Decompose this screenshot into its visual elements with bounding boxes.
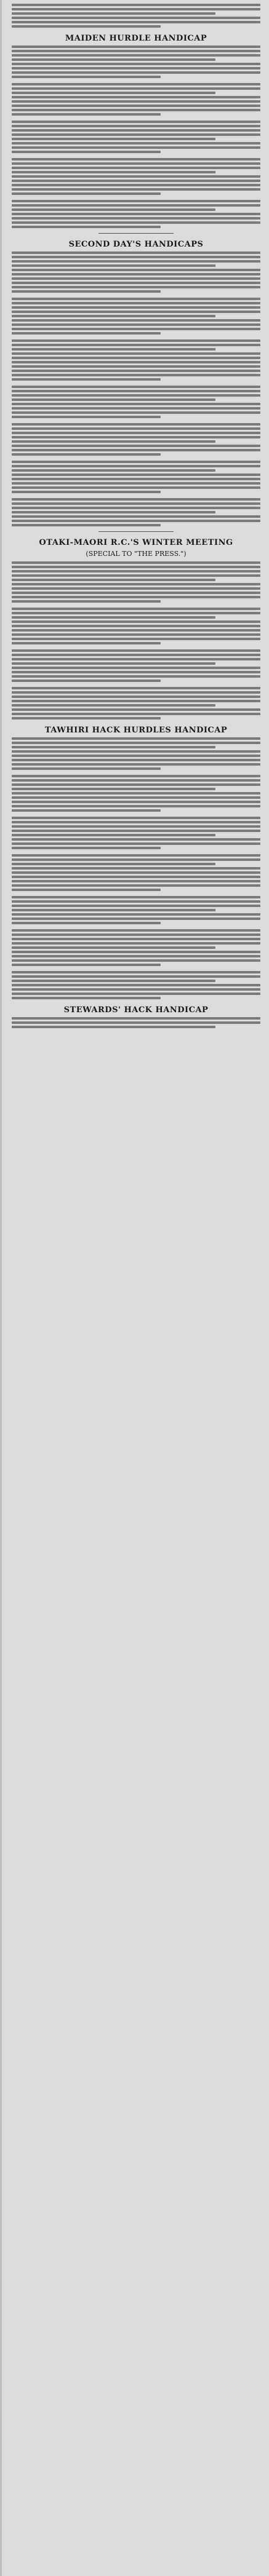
section-heading: OTAKI-MAORI R.C.'S WINTER MEETING: [39, 538, 233, 547]
section-heading: MAIDEN HURDLE HANDICAP: [65, 34, 207, 43]
results-block: [12, 608, 260, 644]
section-subheading: (SPECIAL TO "THE PRESS."): [86, 550, 187, 558]
results-block: [12, 561, 260, 603]
results-block: [12, 83, 260, 116]
section-heading: TAWHIRI HACK HURDLES HANDICAP: [44, 726, 228, 735]
results-block: [12, 423, 260, 456]
results-block: [12, 461, 260, 493]
results-block: [12, 252, 260, 293]
divider: [98, 233, 173, 234]
results-block: [12, 46, 260, 78]
results-block: [12, 386, 260, 418]
results-block: [12, 498, 260, 526]
results-block: [12, 817, 260, 849]
results-block: [12, 929, 260, 966]
results-block: [12, 121, 260, 153]
results-block: [12, 896, 260, 924]
results-block: [12, 737, 260, 770]
results-block: [12, 298, 260, 335]
results-block: [12, 775, 260, 812]
results-block: [12, 649, 260, 682]
divider: [98, 531, 173, 532]
results-block: [12, 971, 260, 999]
results-block: [12, 687, 260, 719]
results-block: [12, 158, 260, 195]
results-block: [12, 200, 260, 228]
results-block: [12, 1017, 260, 1028]
results-block: [12, 4, 260, 28]
section-heading: SECOND DAY'S HANDICAPS: [68, 240, 204, 249]
results-block: [12, 854, 260, 891]
section-heading: STEWARDS' HACK HANDICAP: [63, 1005, 209, 1015]
results-block: [12, 339, 260, 381]
